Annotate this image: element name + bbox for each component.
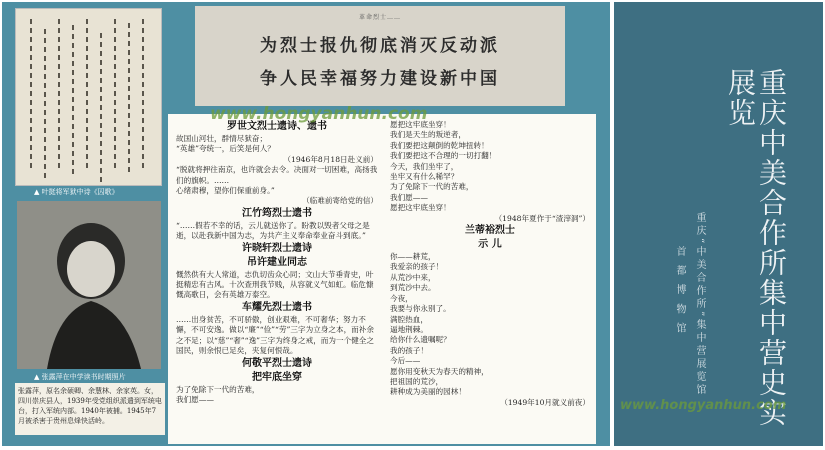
text-line: 你——耕荒， — [390, 252, 436, 262]
manuscript-image — [15, 8, 162, 186]
text-line: 我们要把这颠倒的乾坤扭转！ — [390, 140, 489, 150]
text-line: 愿把这牢底坐穿！ — [390, 203, 451, 213]
cover-subtitle: 重庆“中美合作所”集中营展览馆 — [694, 212, 705, 398]
text-line: 我们要把这不合理的一切打翻！ — [390, 151, 497, 161]
photo-caption: ▲ 张露萍在中学读书时期照片 — [34, 373, 126, 381]
manuscript-caption: ▲ 叶挺将军狱中诗《囚歌》 — [34, 188, 119, 196]
bio-text: 张露萍，原名余硕卿、余慧林、余家英。女，四川崇庆县人，1939年受党组织派遣到军统电台，打入军统内部。1940年被捕。1945年7月被杀害于贵州息烽快活岭。 — [15, 383, 165, 435]
banner-line-2: 争人民幸福努力建设新中国 — [260, 69, 500, 89]
text-line: 我们愿—— — [390, 192, 428, 202]
portrait-photo — [17, 201, 161, 369]
text-line: ……出身贫苦，不可骄傲，创业艰难，不可奢华；努力不懈，不可安逸。做以“廉”“俭”“劳”三字为立身之本，而补余之不足；以“慈”“奢”“逸”三字为终身之戒，而为一个健全之国民，则余恨已足矣，夹复何恨哉。 — [176, 314, 374, 356]
text-line: 我要与你永别了。 — [390, 304, 451, 314]
subheading-lan: 示 儿 — [478, 239, 502, 251]
text-line: 愿把这牢底坐穿！ — [390, 120, 451, 129]
banner-top-line: 革命烈士…… — [358, 14, 401, 21]
poem-text-panel — [168, 114, 596, 444]
portrait-figure — [17, 201, 161, 369]
watermark-text: www.hongyanhun.com — [210, 104, 428, 124]
date-note: （1948年夏作于“渣滓洞”） — [494, 213, 590, 223]
brochure-cover — [614, 2, 823, 446]
banner-line-1: 为烈士报仇彻底消灭反动派 — [260, 36, 500, 56]
slogan-banner — [195, 6, 565, 106]
text-line: 愿你用变秋天为春天的精神， — [390, 366, 489, 376]
text-line: 今天，我们坐牢了， — [390, 161, 459, 171]
text-line: 心绪肃穆，望你们保重前身。” — [176, 186, 275, 196]
text-line: 逼地荆棘。 — [390, 324, 428, 334]
text-line: 我爱亲的孩子！ — [390, 262, 444, 272]
text-line: “英雄”夸统一，后笑是何人？ — [176, 144, 275, 154]
heading-luo: 罗世文烈士遗诗、遗书 — [227, 121, 327, 132]
cover-subtitle-2: 首 都 博 物 馆 — [674, 246, 685, 336]
heading-che: 车耀先烈士遗书 — [242, 301, 312, 313]
heading-lan: 兰蒂裕烈士 — [465, 225, 515, 237]
text-line: 从荒沙中来， — [390, 272, 436, 282]
text-line: 为了免除下一代的苦难， — [390, 182, 474, 192]
text-line: 故国山河壮，群情尽狱奋； — [176, 134, 268, 143]
text-line: 耕种成为美丽的园林！ — [390, 387, 466, 397]
text-line: 到荒沙中去。 — [390, 283, 436, 293]
text-line: 我们愿—— — [176, 394, 214, 404]
text-line: 给你什么遗嘱呢？ — [390, 335, 451, 345]
text-line: 把祖国的荒沙， — [390, 376, 444, 386]
text-line: 今后—— — [390, 356, 421, 366]
cover-title: 重庆中美合作所集中营史实展览 — [724, 68, 788, 428]
poem-column-right — [390, 120, 590, 408]
text-line: 我的孩子！ — [390, 345, 428, 355]
text-line: 慨然供有大人常道，志仇切齿众心同；文山大节垂青史，叶挺精忠有古风。十次查刑我节贱，从容就义气如虹。临危慷慨高歌日，会有英雄万泰空。 — [176, 269, 374, 300]
poem-column-left — [176, 120, 378, 405]
text-line: 满腔热血， — [390, 314, 428, 324]
subheading-he: 把牢底坐穿 — [252, 371, 302, 383]
text-line: 为了免除下一代的苦难， — [176, 384, 260, 394]
heading-jiang: 江竹筠烈士遗书 — [242, 207, 312, 219]
text-line: “脱就将押往南京，也许就会去令。决面对一切困难，高扬我们的旗帜。…… — [176, 165, 378, 185]
date-note: （1949年10月就义前夜） — [500, 397, 590, 407]
watermark-cover: www.hongyanhun.com — [620, 398, 787, 413]
text-line: “……假若不幸的话，云儿就送你了。盼教以毁者父母之是逝，以赴我新中国为志，为共产主义奉命奉业奋斗到底。” — [176, 220, 370, 241]
text-line: 坐牢又有什么稀罕？ — [390, 172, 459, 182]
subheading-xu: 吊许建业同志 — [247, 256, 307, 268]
text-line: 我们是天生的叛逆者， — [390, 130, 466, 140]
date-note: （临难前寄给党的信） — [302, 196, 378, 206]
text-line: 今夜， — [390, 293, 413, 303]
heading-xu: 许晓轩烈士遗诗 — [242, 242, 312, 254]
heading-he: 何敬平烈士遗诗 — [242, 357, 312, 369]
date-note: （1946年8月18日赴义前） — [283, 154, 378, 164]
